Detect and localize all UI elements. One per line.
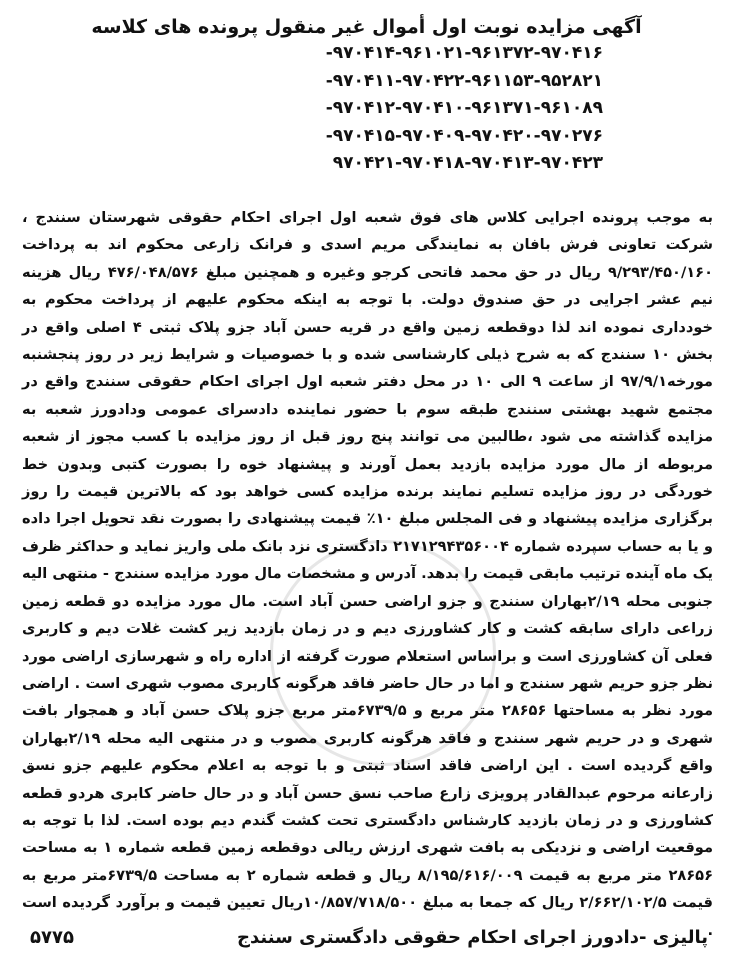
notice-title: آگهی مزایده نوبت اول أموال غیر منقول پرونده های کلاسه	[91, 16, 642, 38]
notice-body-paragraph: به موجب پرونده اجرایی کلاس های فوق شعبه اول اجرای احکام حقوقی شهرستان سنندج ، شرکت تعاونی فرش بافان به نمایندگی مریم اسدی و فرانک زارعی محکوم اند به پرداخت ۹/۲۹۳/۴۵۰/۱۶۰ ریال در حق محمد فاتحی کرجو وغیره و همچنین مبلغ ۴۷۶/۰۴۸/۵۷۶ ریال هزینه نیم عشر اجرایی در حق صندوق دولت. با توجه به اینکه محکوم علیهم از پرداخت محکوم به خودداری نموده اند لذا دوقطعه زمین واقع در قریه حسن آباد جزو پلاک ثبتی ۴ اصلی واقع در بخش ۱۰ سنندج که به شرح ذیلی کارشناسی شده و با خصوصیات و شرایط زیر در روز پنجشنبه مورخه۹۷/۹/۱ از ساعت ۹ الی ۱۰ در محل دفتر شعبه اول اجرای احکام حقوقی سنندج واقع در مجتمع شهید بهشتی سنندج طبقه سوم با حضور نماینده دادسرای عمومی ودادورز شعبه به مزایده گذاشته می شود ،طالبین می توانند پنج روز قبل از روز مزایده با کسب مجوز از شعبه مربوطه از مال مورد مزایده بازدید بعمل آورند و پیشنهاد خوه را بصورت کتبی وبدون خط خوردگی در روز مزایده تسلیم نمایند برنده مزایده کسی خواهد بود که بالاترین قیمت را روز برگزاری مزایده پیشنهاد و فی المجلس مبلغ ۱۰٪ قیمت پیشنهادی را بصورت نقد تحویل اجرا داده و یا به حساب سپرده شماره ۲۱۷۱۲۹۴۳۵۶۰۰۴ دادگستری نزد بانک ملی واریز نماید و حداکثر ظرف یک ماه آینده ترتیب مابقی قیمت را بدهد. آدرس و مشخصات مال مورد مزایده سنندج - منتهی الیه جنوبی محله ۲/۱۹بهاران سنندج و جزو اراضی حسن آباد است. مال مورد مزایده دو قطعه زمین زراعی دارای سابقه کشت و کار کشاورزی دیم و در زمان بازدید زیر کشت غلات دیم و کاربری فعلی آن کشاورزی است و براساس استعلام صورت گرفته از اداره راه و شهرسازی اراضی مورد نظر جزو حریم شهر سنندج و اما در حال حاضر فاقد هرگونه کاربری مصوب شهری است . اراضی مورد نظر به مساحتها ۲۸۶۵۶ متر مربع و ۶۷۳۹/۵متر مربع جزو پلاک حسن آباد و همجوار بافت شهری و در حریم شهر سنندج و فاقد هرگونه کاربری مصوب و در منتهی الیه محله ۲/۱۹بهاران واقع گردیده است . این اراضی فاقد اسناد ثبتی و با توجه به اعلام محکوم علیهم جزو نسق زارعانه مرحوم عبدالقادر پرویزی زارع صاحب نسق حسن آباد و در حال حاضر کابری هردو قطعه کشاورزی و در زمان بازدید کارشناس دادگستری تحت کشت گندم دیم بوده است. لذا با توجه به موقعیت اراضی و نزدیکی به بافت شهری ارزش ریالی دوقطعه زمین قطعه شماره ۱ به مساحت ۲۸۶۵۶ متر مربع به قیمت ۸/۱۹۵/۶۱۶/۰۰۹ ریال و قطعه شماره ۲ به مساحت ۶۷۳۹/۵متر مربع به قیمت ۲/۶۶۲/۱۰۲/۵ ریال که جمعا به مبلغ ۱۰/۸۵۷/۷۱۸/۵۰۰ریال تعیین قیمت و برآورد گردیده است .	[22, 209, 714, 939]
signature-line: پالیزی -دادورز اجرای احکام حقوقی دادگستری سنندج	[237, 927, 708, 948]
notice-code-number: ۵۷۷۵	[30, 927, 74, 948]
case-code-line: -۹۷۰۴۱۲-۹۷۰۴۱۰-۹۶۱۳۷۱-۹۶۱۰۸۹	[325, 98, 603, 118]
case-code-line: -۹۷۰۴۱۵-۹۷۰۴۰۹-۹۷۰۴۲۰-۹۷۰۲۷۶	[325, 125, 603, 146]
case-code-line: ۹۷۰۴۲۱-۹۷۰۴۱۸-۹۷۰۴۱۳-۹۷۰۴۲۳	[332, 153, 603, 173]
case-code-line: -۹۷۰۴۱۱-۹۷۰۴۲۲-۹۶۱۱۵۳-۹۵۲۸۲۱	[325, 70, 603, 91]
case-code-line: -۹۷۰۴۱۴-۹۶۱۰۲۱-۹۶۱۳۷۲-۹۷۰۴۱۶	[325, 43, 603, 63]
case-codes-block	[183, 40, 603, 178]
notice-footer	[30, 923, 708, 953]
